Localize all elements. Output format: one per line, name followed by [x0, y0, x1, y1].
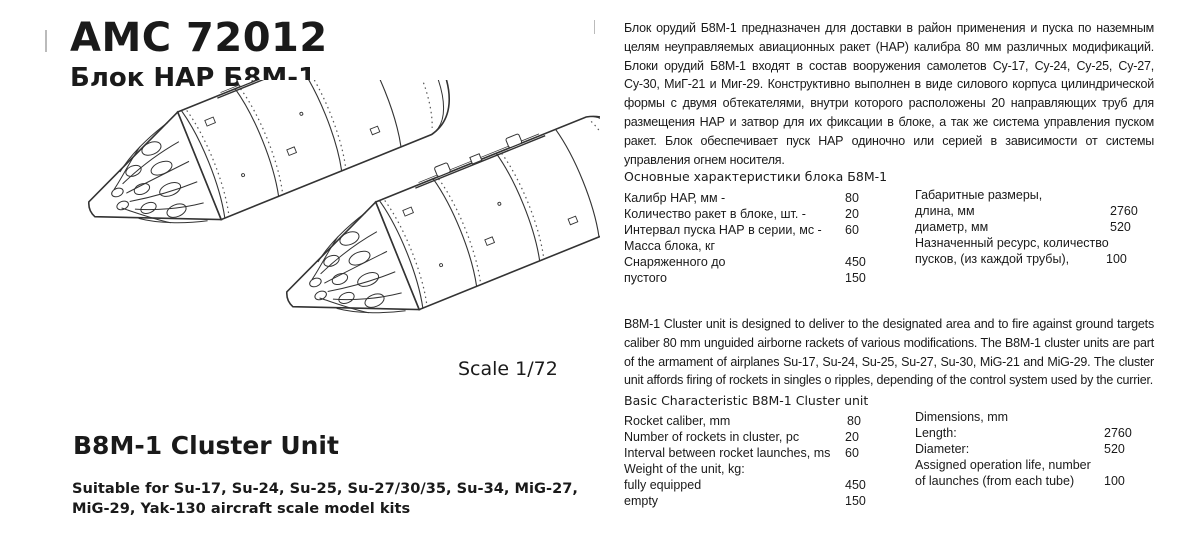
spec-value: 80: [845, 191, 859, 205]
spec-value: 2760: [1110, 204, 1138, 218]
specs-heading-en: Basic Characteristic B8M-1 Cluster unit: [624, 393, 869, 408]
description-ru: Блок орудий Б8М-1 предназначен для доставки в район применения и пуска по наземным целям неуправляемых авиационных ракет (НАР) калибра 80 мм различных модификаций. Блоки орудий Б8М-1 входят в состав вооружения самолетов Су-17, Су-24, Су-25, Су-27, Су-30, МиГ-21 и Миг-29. Конструктивно выполнен в виде силового корпуса цилиндрической формы с двумя обтекателями, внутри которого расположены 20 направляющих труб для размещения НАР и затвор для их фиксации в блоке, а так же система управления пуском ракет. Блок обеспечивает пуск НАР одиночно или серией в зависимости от системы управления огнем носителя.: [624, 21, 1154, 167]
spec-value: 2760: [1104, 426, 1132, 440]
spec-label: Interval between rocket launches, ms: [624, 446, 831, 460]
spec-label: Dimensions, mm: [915, 410, 1009, 424]
spec-value: 150: [845, 494, 866, 508]
spec-label: Габаритные размеры,: [915, 188, 1043, 202]
description-en: B8M-1 Cluster unit is designed to deliver to the designated area and to fire against ground targets caliber 80 mm unguided airborne rackets of various modifications. The B8M-1 cluster units are part of the armament of airplanes Su-17, Su-24, Su-25, Su-27, Su-30, MiG-21 and MiG-29. The cluster unit affords firing of rockets in singles o ripples, depending of the control system used by the currier.: [624, 317, 1154, 388]
spec-label: Length:: [915, 426, 957, 440]
column-divider: [594, 20, 595, 34]
specs-heading-ru: Основные характеристики блока Б8М-1: [624, 169, 888, 184]
spec-value: 450: [845, 478, 866, 492]
spec-value: 100: [1106, 252, 1127, 266]
spec-label: Rocket caliber, mm: [624, 414, 731, 428]
spec-label: Diameter:: [915, 442, 970, 456]
spec-label: Назначенный ресурс, количество: [915, 236, 1109, 250]
spec-label: пусков, (из каждой трубы),: [915, 252, 1070, 266]
spec-value: 100: [1104, 474, 1125, 488]
spec-label: empty: [624, 494, 659, 508]
spec-value: 60: [845, 446, 859, 460]
spec-label: Калибр НАР, мм -: [624, 191, 726, 205]
spec-value: 20: [845, 430, 859, 444]
spec-value: 20: [845, 207, 859, 221]
spec-label: Количество ракет в блоке, шт. -: [624, 207, 806, 221]
spec-label: Снаряженного до: [624, 255, 726, 269]
spec-value: 60: [845, 223, 859, 237]
spec-label: пустого: [624, 271, 667, 285]
spec-value: 520: [1104, 442, 1125, 456]
spec-label: диаметр, мм: [915, 220, 989, 234]
spec-value: 150: [845, 271, 866, 285]
product-title-ru: Блок НАР Б8М-1: [70, 63, 317, 93]
spec-label: Интервал пуска НАР в серии, мс -: [624, 223, 822, 237]
spec-label: fully equipped: [624, 478, 702, 492]
spec-label: длина, мм: [915, 204, 975, 218]
compatibility-text: Suitable for Su-17, Su-24, Su-25, Su-27/30/35, Su-34, MiG-27, MiG-29, Yak-130 aircraft scale model kits: [72, 480, 578, 517]
corner-tick-mark: [45, 30, 47, 52]
rocket-pods-drawing: [60, 80, 600, 370]
spec-label: Масса блока, кг: [624, 239, 716, 253]
spec-label: Number of rockets in cluster, pc: [624, 430, 800, 444]
spec-label: of launches (from each tube): [915, 474, 1075, 488]
scale-label: Scale 1/72: [458, 358, 558, 380]
spec-value: 80: [847, 414, 861, 428]
spec-value: 520: [1110, 220, 1131, 234]
product-code: AMC 72012: [70, 15, 328, 61]
spec-label: Weight of the unit, kg:: [624, 462, 745, 476]
product-title-en: B8M-1 Cluster Unit: [73, 431, 339, 460]
spec-value: 450: [845, 255, 866, 269]
spec-label: Assigned operation life, number: [915, 458, 1091, 472]
